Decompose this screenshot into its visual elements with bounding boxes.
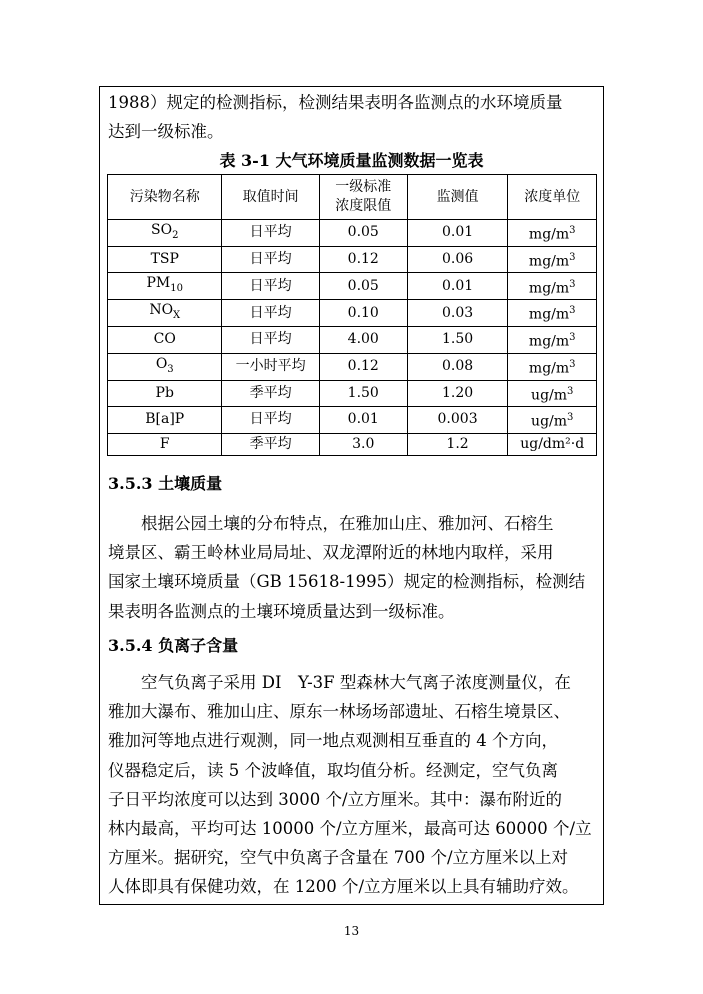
- cell-unit: [508, 380, 597, 407]
- text-line: 境景区、霸王岭林业局局址、双龙潭附近的林地内取样，采用: [108, 543, 554, 563]
- cell-time: 季平均: [222, 433, 319, 455]
- text-line: 国家土壤环境质量（GB 15618-1995）规定的检测指标，检测结: [108, 572, 586, 592]
- ions-paragraph: [108, 668, 596, 902]
- table-row: [108, 433, 597, 455]
- cell-unit: [508, 327, 597, 354]
- cell-unit: [508, 273, 597, 300]
- table-row: [108, 353, 597, 380]
- cell-pollutant: [108, 407, 222, 434]
- cell-value: 1.50: [407, 327, 508, 354]
- cell-pollutant: [108, 300, 222, 327]
- table-body: [108, 220, 597, 456]
- pollutant-name: SO: [151, 222, 173, 238]
- header-limit-line2: 浓度限值: [335, 198, 392, 214]
- text-line: 空气负离子采用 DI Y-3F 型森林大气离子浓度测量仪，在: [108, 673, 571, 692]
- unit-text: ug/m: [531, 413, 568, 430]
- cell-value: 0.01: [407, 273, 508, 300]
- text-line: 达到一级标准。: [108, 122, 224, 142]
- page-number: 13: [343, 924, 360, 938]
- cell-unit: [508, 407, 597, 434]
- cell-unit: [508, 246, 597, 273]
- cell-unit: [508, 300, 597, 327]
- cell-pollutant: [108, 433, 222, 455]
- cell-limit: 0.01: [319, 407, 407, 434]
- unit-text: mg/m: [528, 333, 570, 350]
- unit-text: mg/m: [528, 226, 570, 243]
- cell-unit: [508, 433, 597, 455]
- cell-limit: 4.00: [319, 327, 407, 354]
- pollutant-name: Pb: [155, 384, 174, 401]
- text-line: 方厘米。据研究，空气中负离子含量在 700 个/立方厘米以上对: [108, 848, 569, 868]
- cell-value: 1.20: [407, 380, 508, 407]
- cell-pollutant: [108, 246, 222, 273]
- cell-value: 1.2: [407, 433, 508, 455]
- pollutant-name: CO: [153, 331, 176, 348]
- cell-pollutant: [108, 220, 222, 247]
- header-unit: 浓度单位: [508, 175, 597, 220]
- cell-pollutant: [108, 353, 222, 380]
- pollutant-subscript: 10: [170, 283, 183, 295]
- header-limit-line1: 一级标准: [335, 179, 392, 195]
- unit-superscript: 3: [567, 412, 574, 424]
- cell-time: 日平均: [222, 220, 319, 247]
- unit-superscript: 3: [569, 305, 576, 317]
- pollutant-subscript: 3: [167, 363, 174, 375]
- text-line: 果表明各监测点的土壤环境质量达到一级标准。: [108, 601, 455, 621]
- pollutant-name: TSP: [150, 251, 179, 268]
- table-caption: 表 3-1 大气环境质量监测数据一览表: [219, 151, 484, 170]
- table-row: [108, 380, 597, 407]
- unit-text: mg/m: [528, 360, 570, 377]
- pollutant-name: NO: [149, 302, 174, 319]
- cell-limit: 0.10: [319, 300, 407, 327]
- table-row: [108, 220, 597, 247]
- cell-time: 日平均: [222, 300, 319, 327]
- header-value: 监测值: [407, 175, 508, 220]
- table-row: [108, 273, 597, 300]
- cell-time: 日平均: [222, 407, 319, 434]
- cell-time: 一小时平均: [222, 353, 319, 380]
- cell-value: 0.03: [407, 300, 508, 327]
- unit-superscript: 3: [569, 251, 576, 263]
- intro-paragraph: [108, 88, 596, 146]
- table-row: [108, 246, 597, 273]
- cell-time: 日平均: [222, 246, 319, 273]
- cell-unit: [508, 353, 597, 380]
- unit-superscript: 3: [569, 358, 576, 370]
- text-line: 根据公园土壤的分布特点，在雅加山庄、雅加河、石榕生: [108, 514, 554, 533]
- unit-text: mg/m: [528, 253, 570, 270]
- pollutant-subscript: 2: [172, 229, 179, 241]
- table-header-row: [108, 175, 597, 220]
- header-limit: [319, 175, 407, 220]
- air-quality-table: [107, 174, 597, 456]
- cell-time: 日平均: [222, 327, 319, 354]
- unit-superscript: 3: [569, 278, 576, 290]
- unit-text: ug/dm²·d: [520, 435, 585, 452]
- cell-time: 季平均: [222, 380, 319, 407]
- cell-limit: 0.12: [319, 246, 407, 273]
- cell-limit: 0.05: [319, 273, 407, 300]
- text-line: 1988）规定的检测指标，检测结果表明各监测点的水环境质量: [108, 93, 563, 112]
- text-line: 林内最高，平均可达 10000 个/立方厘米，最高可达 60000 个/立: [108, 819, 592, 839]
- pollutant-subscript: X: [173, 310, 181, 322]
- cell-value: 0.01: [407, 220, 508, 247]
- unit-text: mg/m: [528, 306, 570, 323]
- text-line: 雅加河等地点进行观测，同一地点观测相互垂直的 4 个方向，: [108, 731, 558, 751]
- cell-time: 日平均: [222, 273, 319, 300]
- cell-value: 0.003: [407, 407, 508, 434]
- pollutant-name: PM: [146, 275, 171, 292]
- cell-value: 0.08: [407, 353, 508, 380]
- pollutant-name: B[a]P: [145, 411, 185, 428]
- table-row: [108, 300, 597, 327]
- table-row: [108, 407, 597, 434]
- cell-limit: 0.12: [319, 353, 407, 380]
- pollutant-name: F: [159, 435, 170, 452]
- cell-limit: 0.05: [319, 220, 407, 247]
- cell-pollutant: [108, 273, 222, 300]
- unit-superscript: 3: [567, 385, 574, 397]
- table-row: [108, 327, 597, 354]
- cell-value: 0.06: [407, 246, 508, 273]
- unit-superscript: 3: [569, 332, 576, 344]
- cell-pollutant: [108, 327, 222, 354]
- unit-text: ug/m: [531, 387, 568, 404]
- text-line: 雅加大瀑布、雅加山庄、原东一林场场部遗址、石榕生境景区、: [108, 702, 570, 722]
- cell-unit: [508, 220, 597, 247]
- header-pollutant: 污染物名称: [108, 175, 222, 220]
- text-line: 仪器稳定后，读 5 个波峰值，取均值分析。经测定，空气负离: [108, 760, 558, 780]
- text-line: 子日平均浓度可以达到 3000 个/立方厘米。其中：瀑布附近的: [108, 789, 563, 809]
- text-line: 人体即具有保健功效，在 1200 个/立方厘米以上具有辅助疗效。: [108, 877, 579, 897]
- header-time: 取值时间: [222, 175, 319, 220]
- soil-paragraph: [108, 509, 596, 626]
- cell-limit: 1.50: [319, 380, 407, 407]
- pollutant-name: O: [155, 355, 168, 372]
- unit-superscript: 3: [569, 225, 576, 237]
- unit-text: mg/m: [528, 280, 570, 297]
- cell-limit: 3.0: [319, 433, 407, 455]
- cell-pollutant: [108, 380, 222, 407]
- section-heading-ions: 3.5.4 负离子含量: [108, 636, 239, 655]
- section-heading-soil: 3.5.3 土壤质量: [108, 474, 223, 493]
